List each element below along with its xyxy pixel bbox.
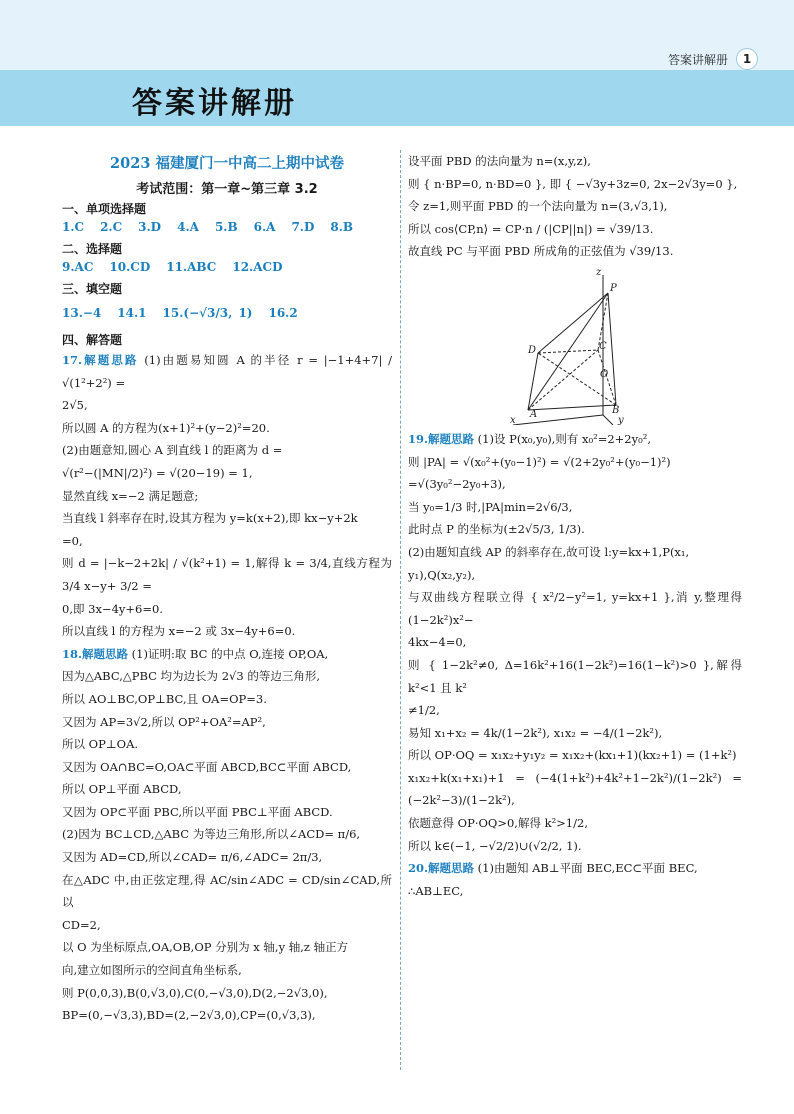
- answer: 14.1: [117, 306, 147, 320]
- text-line: 2√5,: [62, 398, 88, 413]
- text-line: 当 y₀=1/3 时,|PA|min=2√6/3,: [408, 499, 573, 514]
- column-divider: [400, 150, 401, 1070]
- text-line: 在△ADC 中,由正弦定理,得 AC/sin∠ADC = CD/sin∠CAD,所以: [62, 872, 392, 910]
- answer: 12.ACD: [232, 260, 283, 274]
- solution-label: 18.解题思路: [62, 646, 129, 661]
- text-line: 则 |PA| = √(x₀²+(y₀−1)²) = √(2+2y₀²+(y₀−1)²): [408, 454, 671, 469]
- text-line: 则 P(0,0,3),B(0,√3,0),C(0,−√3,0),D(2,−2√3,0),: [62, 985, 328, 1000]
- solution-label: 17.解题思路: [62, 353, 139, 367]
- answer: 4.A: [177, 220, 199, 234]
- text-line: 19.解题思路 (1)设 P(x₀,y₀),则有 x₀²=2+2y₀²,: [408, 431, 651, 446]
- figure-label: D: [528, 344, 537, 356]
- figure-label: y: [618, 414, 624, 425]
- text-line: =√(3y₀²−2y₀+3),: [408, 477, 506, 492]
- text-line: 所以 k∈(−1, −√2/2)∪(√2/2, 1).: [408, 838, 582, 853]
- text-line: BP=(0,−√3,3),BD=(2,−2√3,0),CP=(0,√3,3),: [62, 1008, 316, 1023]
- text-line: 依题意得 OP·OQ>0,解得 k²>1/2,: [408, 816, 588, 831]
- running-title: 答案讲解册: [667, 52, 728, 67]
- text-line: 则 { 1−2k²≠0, Δ=16k²+16(1−2k²)=16(1−k²)>0 },解得 k²<1 且 k²: [408, 657, 742, 695]
- text-line: ≠1/2,: [408, 703, 440, 718]
- text-line: 此时点 P 的坐标为(±2√5/3, 1/3).: [408, 522, 585, 537]
- page-title: 答案讲解册: [132, 86, 297, 121]
- section-heading: 四、解答题: [62, 333, 123, 347]
- text-line: 所以 cos⟨CP,n⟩ = CP·n / (|CP||n|) = √39/13.: [408, 221, 654, 236]
- text-line: 所以 AO⊥BC,OP⊥BC,且 OA=OP=3.: [62, 691, 267, 706]
- figure-label: B: [612, 404, 620, 416]
- answer: 9.AC: [62, 260, 94, 274]
- text-line: 当直线 l 斜率存在时,设其方程为 y=k(x+2),即 kx−y+2k: [62, 511, 358, 526]
- text-line: CD=2,: [62, 917, 101, 932]
- section-heading: 二、选择题: [62, 242, 123, 256]
- text-line: 则 { n·BP=0, n·BD=0 }, 即 { −√3y+3z=0, 2x−2√3y=0 },: [408, 176, 738, 191]
- section-heading: 三、填空题: [62, 282, 123, 296]
- answer: 11.ABC: [166, 260, 217, 274]
- figure-label: C: [599, 340, 607, 352]
- text-line: 又因为 OP⊂平面 PBC,所以平面 PBC⊥平面 ABCD.: [62, 804, 333, 819]
- answer-row-single-choice: [62, 218, 392, 237]
- answer: 1.C: [62, 220, 85, 234]
- solution-label: 19.解题思路: [408, 431, 475, 446]
- figure-label: O: [600, 368, 609, 380]
- answer: 2.C: [100, 220, 123, 234]
- x-axis: [513, 415, 603, 425]
- text-line: 所以直线 l 的方程为 x=−2 或 3x−4y+6=0.: [62, 624, 296, 639]
- text-line: x₁x₂+k(x₁+x₁)+1 = (−4(1+k²)+4k²+1−2k²)/(1−2k²) = (−2k²−3)/(1−2k²),: [408, 770, 742, 808]
- text-line: 因为△ABC,△PBC 均为边长为 2√3 的等边三角形,: [62, 669, 320, 684]
- answer-row-multi-choice: [62, 258, 392, 277]
- text-line: 设平面 PBD 的法向量为 n=(x,y,z),: [408, 154, 591, 168]
- answer-row-fill-in: [62, 298, 392, 328]
- answer: 10.CD: [109, 260, 151, 274]
- text-line: 又因为 AP=3√2,所以 OP²+OA²=AP²,: [62, 714, 266, 729]
- text-line: (2)由题意知,圆心 A 到直线 l 的距离为 d =: [62, 443, 283, 458]
- text-line: 又因为 OA∩BC=O,OA⊂平面 ABCD,BC⊂平面 ABCD,: [62, 759, 352, 774]
- text-line: 所以 OP·OQ = x₁x₂+y₁y₂ = x₁x₂+(kx₁+1)(kx₂+1) = (1+k²): [408, 748, 737, 763]
- solution-label: 20.解题思路: [408, 861, 475, 876]
- text-line: 所以圆 A 的方程为(x+1)²+(y−2)²=20.: [62, 420, 270, 435]
- text-line: 0,即 3x−4y+6=0.: [62, 601, 163, 616]
- text-line: ∴AB⊥EC,: [408, 883, 464, 898]
- text-line: 与双曲线方程联立得 { x²/2−y²=1, y=kx+1 },消 y,整理得(1−2k²)x²−: [408, 590, 742, 627]
- answer: 6.A: [253, 220, 276, 234]
- text-line: 易知 x₁+x₂ = 4k/(1−2k²), x₁x₂ = −4/(1−2k²),: [408, 725, 663, 740]
- answer: 15.(−√3/3, 1): [162, 306, 253, 320]
- figure-label: x: [510, 414, 516, 425]
- text-line: 令 z=1,则平面 PBD 的一个法向量为 n=(3,√3,1),: [408, 199, 668, 214]
- answer: 5.B: [214, 220, 238, 234]
- figure-label: z: [596, 266, 602, 278]
- answer: 8.B: [330, 220, 354, 234]
- text-line: 18.解题思路 (1)证明:取 BC 的中点 O,连接 OP,OA,: [62, 646, 329, 661]
- text-line: 向,建立如图所示的空间直角坐标系,: [62, 963, 242, 978]
- text-line: 以 O 为坐标原点,OA,OB,OP 分别为 x 轴,y 轴,z 轴正方: [62, 940, 349, 955]
- text-line: 20.解题思路 (1)由题知 AB⊥平面 BEC,EC⊂平面 BEC,: [408, 861, 698, 876]
- pyramid-figure: [508, 265, 638, 425]
- text-line: 又因为 AD=CD,所以∠CAD= π/6,∠ADC= 2π/3,: [62, 850, 323, 865]
- title-band: [0, 70, 794, 126]
- right-column: [408, 150, 742, 902]
- answer: 7.D: [291, 220, 315, 234]
- answer: 16.2: [268, 306, 298, 320]
- text-line: 17.解题思路 (1)由题易知圆 A 的半径 r = |−1+4+7| / √(1²+2²) =: [62, 353, 392, 390]
- text-line: y₁),Q(x₂,y₂),: [408, 567, 476, 582]
- text-line: 所以 OP⊥OA.: [62, 737, 139, 752]
- answer: 13.−4: [62, 306, 102, 320]
- text-line: 4kx−4=0,: [408, 635, 467, 650]
- exam-title: 2023 福建厦门一中高二上期中试卷: [110, 155, 344, 172]
- exam-scope: 考试范围：第一章~第三章 3.2: [136, 182, 318, 197]
- y-axis: [603, 415, 613, 425]
- text-line: (2)因为 BC⊥CD,△ABC 为等边三角形,所以∠ACD= π/6,: [62, 827, 361, 842]
- figure-label: A: [530, 408, 538, 420]
- left-column: [62, 150, 392, 1027]
- text-line: 所以 OP⊥平面 ABCD,: [62, 782, 182, 797]
- answer: 3.D: [138, 220, 162, 234]
- text-line: √(r²−(|MN|/2)²) = √(20−19) = 1,: [62, 465, 253, 480]
- text-line: 则 d = |−k−2+2k| / √(k²+1) = 1,解得 k = 3/4,直线方程为 3/4 x−y+ 3/2 =: [62, 556, 392, 593]
- page-number-badge: 1: [736, 48, 758, 70]
- text-line: 故直线 PC 与平面 PBD 所成角的正弦值为 √39/13.: [408, 244, 674, 259]
- running-header: [668, 48, 758, 70]
- figure-label: P: [610, 282, 617, 294]
- text-line: =0,: [62, 533, 83, 548]
- solution-text-left: [62, 349, 392, 1027]
- text-line: (2)由题知直线 AP 的斜率存在,故可设 l:y=kx+1,P(x₁,: [408, 544, 690, 559]
- section-heading: 一、单项选择题: [62, 202, 147, 216]
- text-line: 显然直线 x=−2 满足题意;: [62, 488, 199, 503]
